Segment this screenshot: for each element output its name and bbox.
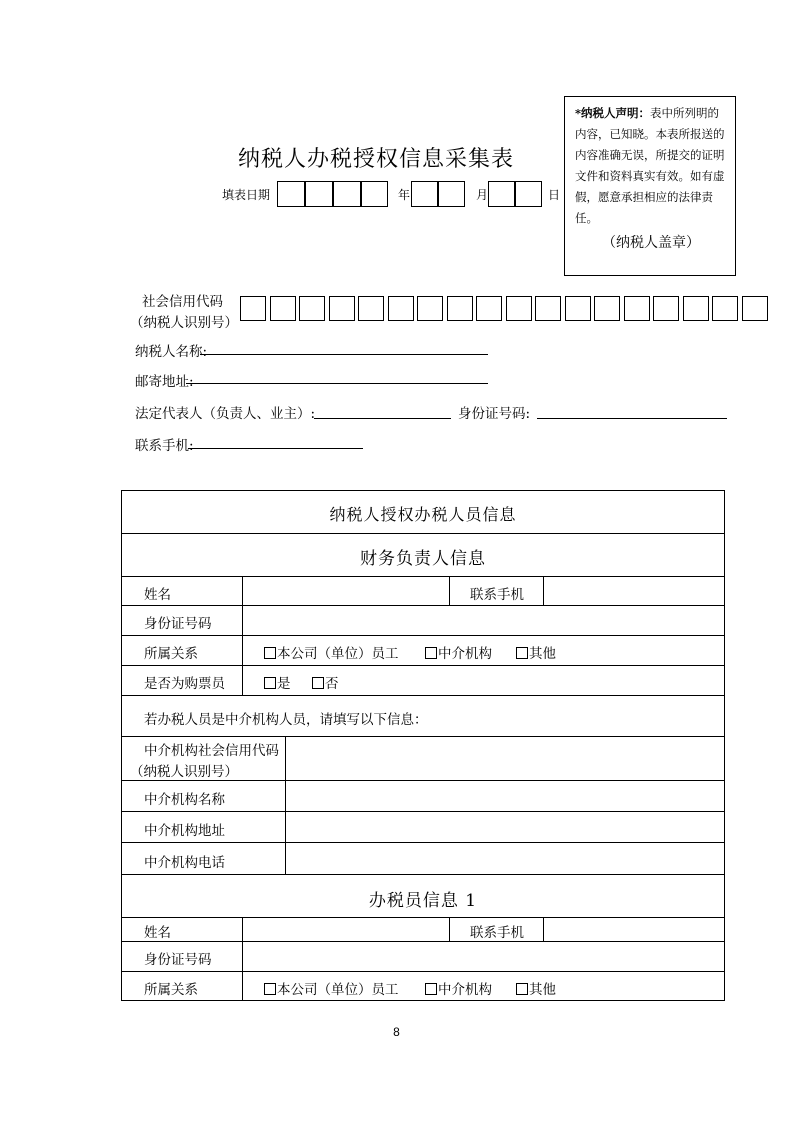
id-number-label: 身份证号码: bbox=[458, 406, 531, 422]
buyer-opt-no[interactable]: 否 bbox=[312, 672, 339, 692]
agency-phone-label: 中介机构电话 bbox=[144, 855, 225, 871]
id-number-field[interactable] bbox=[537, 418, 727, 419]
officer1-id-input[interactable] bbox=[243, 942, 724, 971]
checkbox-icon[interactable] bbox=[425, 647, 437, 659]
agency-note: 若办税人员是中介机构人员，请填写以下信息： bbox=[144, 712, 428, 728]
agency-name-label: 中介机构名称 bbox=[144, 792, 225, 808]
finance-name-label: 姓名 bbox=[144, 587, 171, 603]
finance-id-label: 身份证号码 bbox=[144, 616, 212, 632]
legal-rep-field[interactable] bbox=[314, 418, 451, 419]
page-number: 8 bbox=[393, 1025, 400, 1039]
year-digit-box[interactable] bbox=[333, 181, 361, 207]
officer1-section-title: 办税员信息 1 bbox=[368, 891, 478, 911]
buyer-label: 是否为购票员 bbox=[144, 676, 225, 692]
finance-name-input[interactable] bbox=[243, 577, 448, 605]
checkbox-icon[interactable] bbox=[516, 647, 528, 659]
agency-address-input[interactable] bbox=[286, 812, 724, 842]
finance-relation-label: 所属关系 bbox=[144, 646, 198, 662]
month-label: 月 bbox=[476, 188, 489, 202]
officer1-name-label: 姓名 bbox=[144, 925, 171, 941]
credit-code-digit-box[interactable] bbox=[594, 296, 620, 321]
finance-relation-opt-agency[interactable]: 中介机构 bbox=[425, 642, 492, 662]
credit-code-digit-box[interactable] bbox=[506, 296, 532, 321]
credit-code-digit-box[interactable] bbox=[476, 296, 502, 321]
officer1-relation-opt-agency[interactable]: 中介机构 bbox=[425, 978, 492, 998]
credit-code-digit-box[interactable] bbox=[683, 296, 709, 321]
officer1-name-input[interactable] bbox=[243, 918, 448, 941]
authorized-staff-table bbox=[121, 490, 725, 1001]
year-digit-box[interactable] bbox=[361, 181, 388, 207]
credit-code-digit-box[interactable] bbox=[565, 296, 591, 321]
contact-phone-label: 联系手机: bbox=[135, 438, 194, 454]
credit-code-digit-box[interactable] bbox=[742, 296, 768, 321]
table-header: 纳税人授权办税人员信息 bbox=[329, 505, 517, 524]
credit-code-digit-box[interactable] bbox=[358, 296, 384, 321]
declaration-lead: *纳税人声明： bbox=[575, 106, 651, 120]
legal-rep-label: 法定代表人（负责人、业主）: bbox=[135, 406, 316, 422]
checkbox-icon[interactable] bbox=[264, 677, 276, 689]
month-digit-box[interactable] bbox=[438, 181, 465, 207]
credit-code-digit-box[interactable] bbox=[240, 296, 266, 321]
finance-section-title: 财务负责人信息 bbox=[360, 549, 486, 569]
declaration-text: 表中所列明的内容，已知晓。本表所报送的内容准确无误，所提交的证明文件和资料真实有效。如有虚假，愿意承担相应的法律责任。 bbox=[575, 106, 725, 225]
checkbox-icon[interactable] bbox=[425, 983, 437, 995]
credit-code-digit-box[interactable] bbox=[712, 296, 738, 321]
credit-code-label: 社会信用代码 bbox=[142, 294, 223, 310]
mailing-address-label: 邮寄地址: bbox=[135, 374, 194, 390]
mailing-address-field[interactable] bbox=[186, 383, 488, 384]
day-digit-box[interactable] bbox=[515, 181, 542, 207]
finance-relation-opt-other[interactable]: 其他 bbox=[516, 642, 556, 662]
finance-phone-label: 联系手机 bbox=[470, 587, 524, 603]
checkbox-icon[interactable] bbox=[264, 647, 276, 659]
credit-code-digit-box[interactable] bbox=[653, 296, 679, 321]
agency-name-input[interactable] bbox=[286, 781, 724, 811]
year-label: 年 bbox=[398, 188, 411, 202]
officer1-phone-input[interactable] bbox=[544, 918, 724, 941]
officer1-phone-label: 联系手机 bbox=[470, 925, 524, 941]
agency-phone-input[interactable] bbox=[286, 843, 724, 874]
credit-code-digit-box[interactable] bbox=[270, 296, 296, 321]
officer1-relation-opt-other[interactable]: 其他 bbox=[516, 978, 556, 998]
month-digit-box[interactable] bbox=[411, 181, 438, 207]
credit-code-sublabel: （纳税人识别号） bbox=[130, 315, 238, 331]
form-title: 纳税人办税授权信息采集表 bbox=[238, 147, 515, 172]
contact-phone-field[interactable] bbox=[188, 448, 363, 449]
credit-code-digit-box[interactable] bbox=[624, 296, 650, 321]
taxpayer-name-field[interactable] bbox=[200, 354, 488, 355]
credit-code-digit-box[interactable] bbox=[447, 296, 473, 321]
credit-code-digit-box[interactable] bbox=[388, 296, 414, 321]
officer1-id-label: 身份证号码 bbox=[144, 952, 212, 968]
checkbox-icon[interactable] bbox=[516, 983, 528, 995]
year-digit-box[interactable] bbox=[305, 181, 333, 207]
credit-code-digit-box[interactable] bbox=[535, 296, 561, 321]
credit-code-digit-box[interactable] bbox=[299, 296, 325, 321]
officer1-relation-label: 所属关系 bbox=[144, 982, 198, 998]
agency-address-label: 中介机构地址 bbox=[144, 823, 225, 839]
agency-code-sublabel: （纳税人识别号） bbox=[130, 764, 238, 780]
date-label: 填表日期 bbox=[222, 188, 271, 202]
finance-phone-input[interactable] bbox=[544, 577, 724, 605]
day-digit-box[interactable] bbox=[488, 181, 515, 207]
checkbox-icon[interactable] bbox=[264, 983, 276, 995]
taxpayer-declaration bbox=[564, 96, 736, 276]
taxpayer-name-label: 纳税人名称: bbox=[135, 344, 208, 360]
credit-code-digit-box[interactable] bbox=[329, 296, 355, 321]
day-label: 日 bbox=[548, 188, 561, 202]
taxpayer-stamp-label: （纳税人盖章） bbox=[602, 235, 700, 251]
agency-code-label: 中介机构社会信用代码 bbox=[144, 743, 279, 759]
buyer-opt-yes[interactable]: 是 bbox=[264, 672, 291, 692]
officer1-relation-opt-employee[interactable]: 本公司（单位）员工 bbox=[264, 978, 399, 998]
agency-code-input[interactable] bbox=[286, 737, 724, 780]
year-digit-box[interactable] bbox=[277, 181, 305, 207]
credit-code-digit-box[interactable] bbox=[417, 296, 443, 321]
finance-id-input[interactable] bbox=[243, 606, 724, 635]
finance-relation-opt-employee[interactable]: 本公司（单位）员工 bbox=[264, 642, 399, 662]
checkbox-icon[interactable] bbox=[312, 677, 324, 689]
